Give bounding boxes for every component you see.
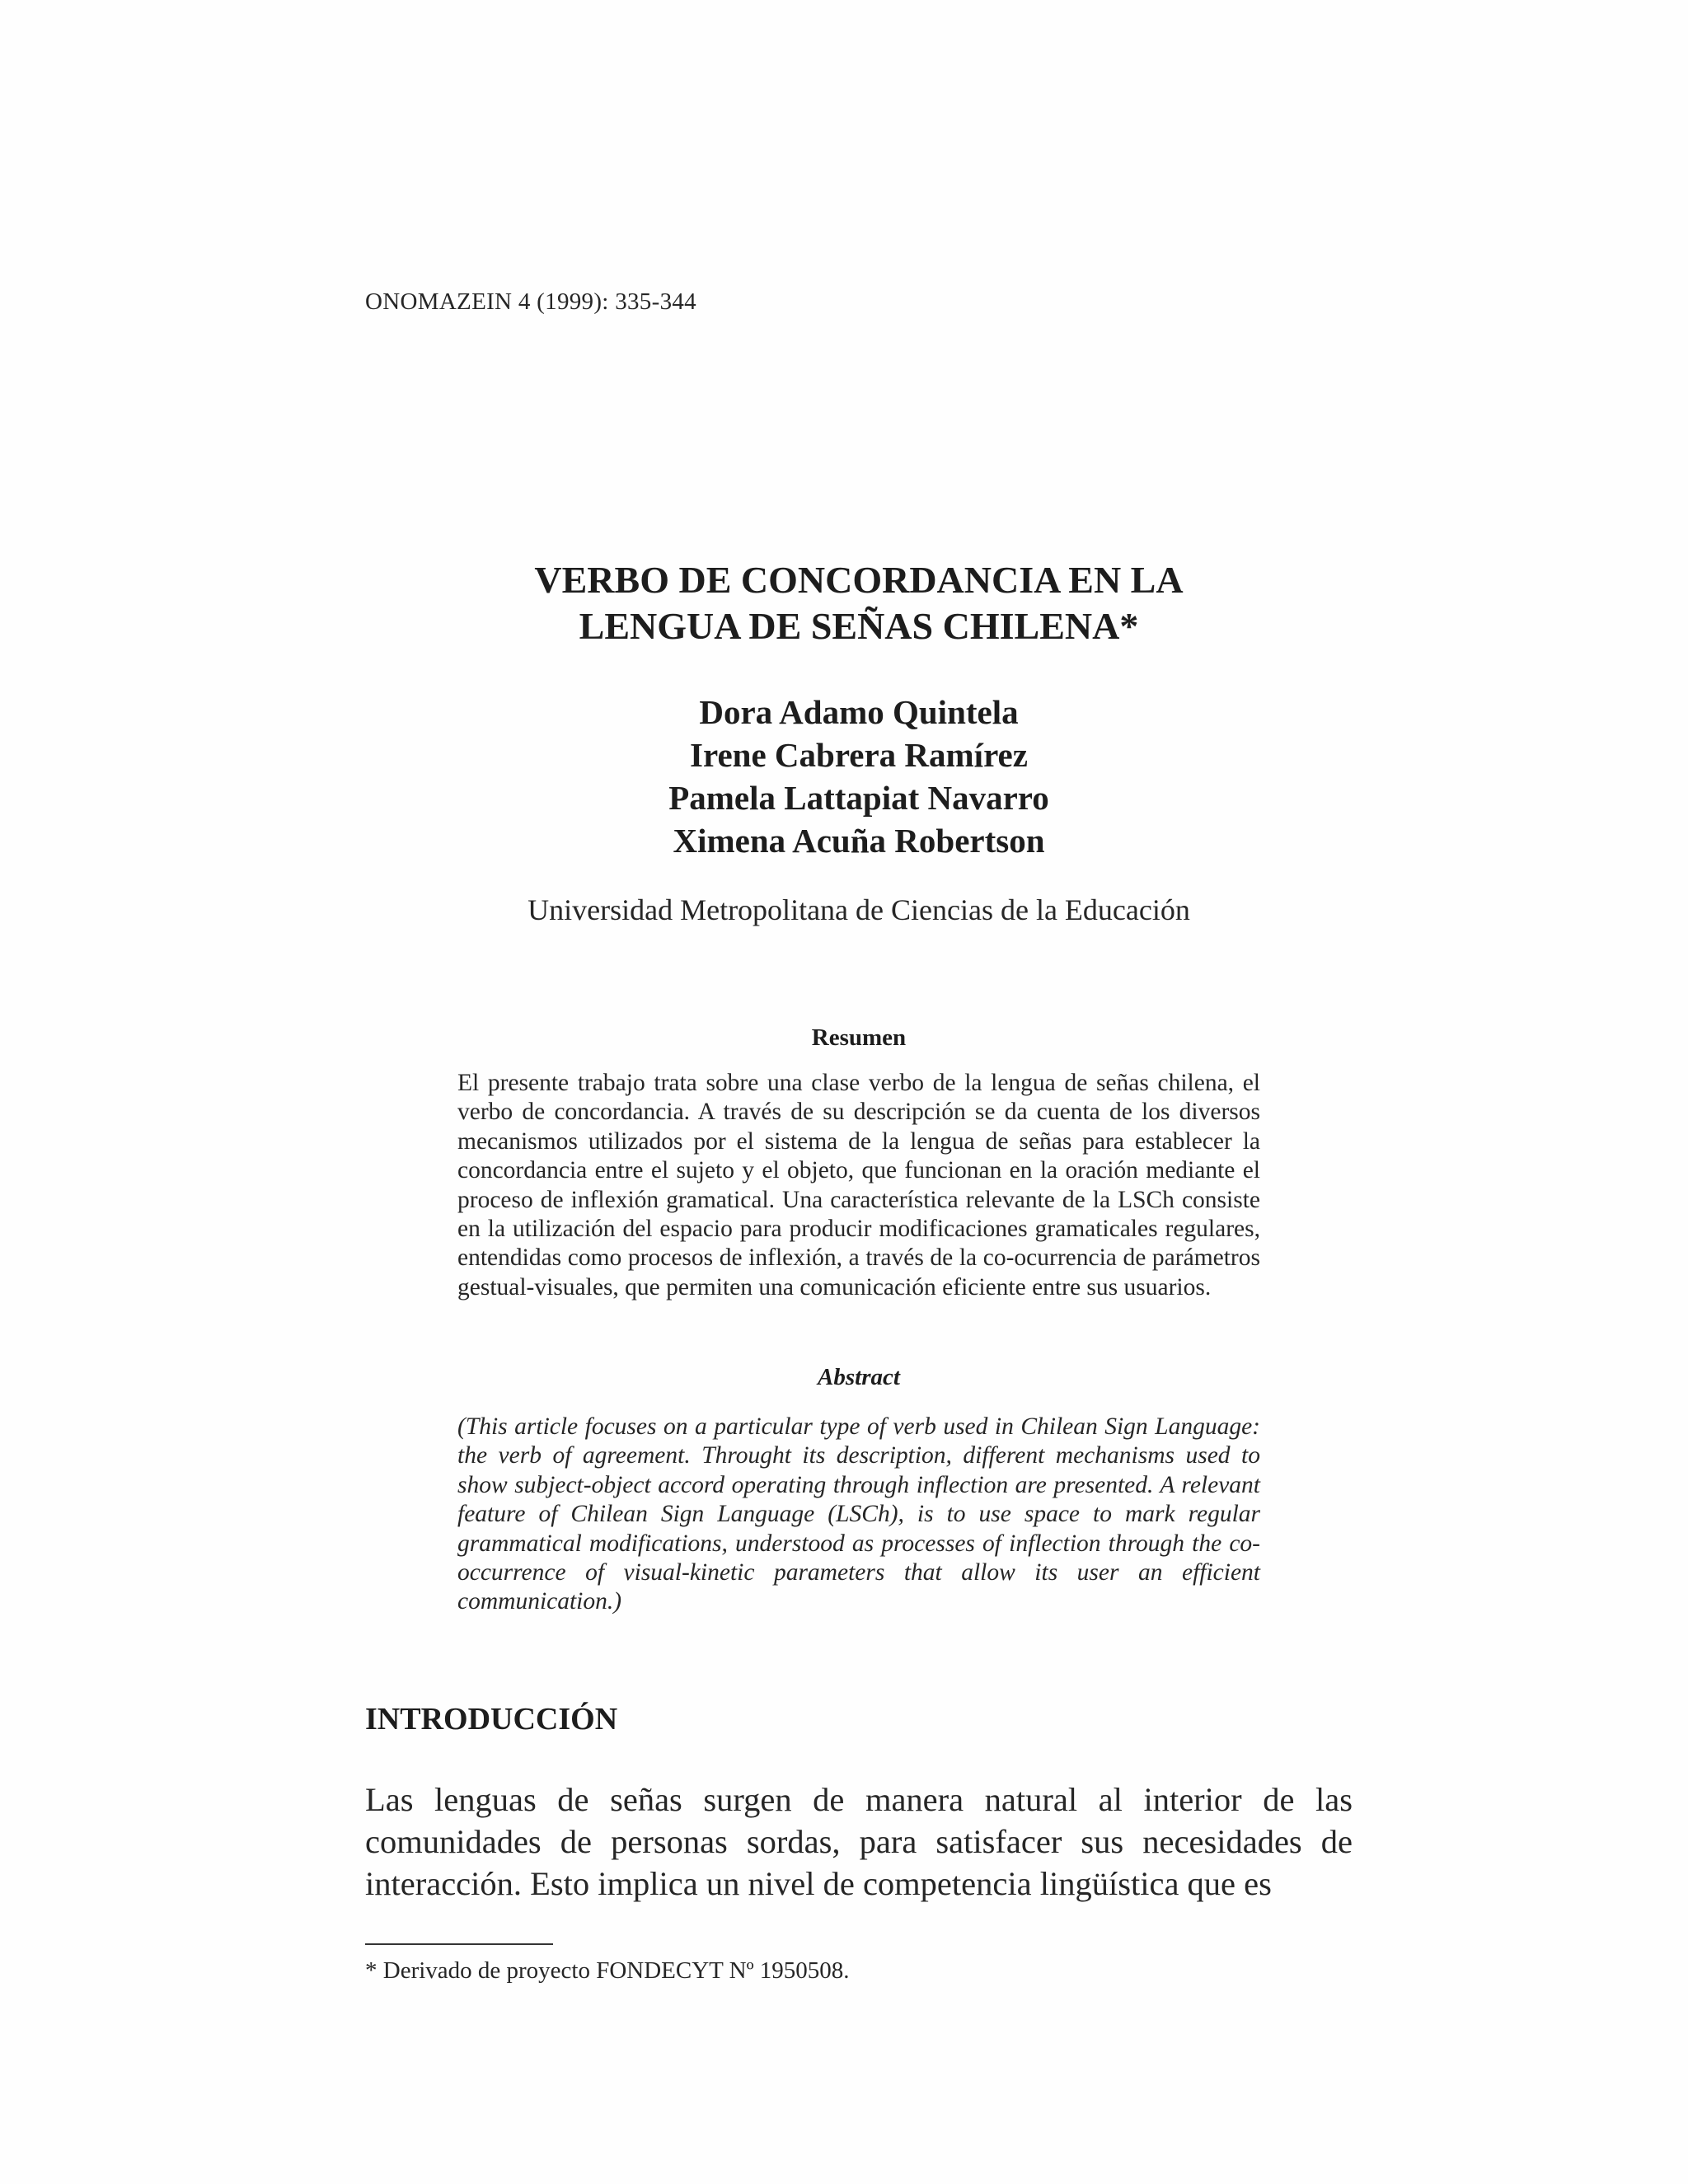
resumen-text: El presente trabajo trata sobre una clase verbo de la lengua de señas chilena, el verbo de concordancia. A través de su descripción se da cuenta de los diversos mecanismos utilizados por el sistema de la lengua de señas para establecer la concordancia entre el sujeto y el objeto, que funcionan en la oración mediante el proceso de inflexión gramatical. Una característica relevante de la LSCh consiste en la utilización del espacio para producir modificaciones gramaticales regulares, entendidas como procesos de inflexión, a través de la co-ocurrencia de parámetros gestual-visuales, que permiten una comunicación eficiente entre sus usuarios. [457, 1070, 1260, 1301]
article-title-line-1: VERBO DE CONCORDANCIA EN LA [534, 559, 1184, 601]
author-name: Ximena Acuña Robertson [673, 822, 1045, 860]
introduction-heading: INTRODUCCIÓN [365, 1702, 618, 1736]
running-head: ONOMAZEIN 4 (1999): 335-344 [365, 288, 696, 315]
resumen-heading: Resumen [811, 1024, 907, 1051]
author-name: Dora Adamo Quintela [699, 693, 1019, 731]
introduction-text: Las lenguas de señas surgen de manera natural al interior de las comunidades de personas sordas, para satisfacer sus necesidades de interacción. Esto implica un nivel de competencia lingüística que es [365, 1781, 1353, 1902]
affiliation: Universidad Metropolitana de Ciencias de la Educación [528, 893, 1190, 926]
author-name: Pamela Lattapiat Navarro [668, 779, 1049, 817]
footnote: * Derivado de proyecto FONDECYT Nº 1950508. [365, 1957, 850, 1984]
abstract-text: (This article focuses on a particular type of verb used in Chilean Sign Language: the verb of agreement. Throught its description, different mechanisms used to show subject-object accord operating through inflection are presented. A relevant feature of Chilean Sign Language (LSCh), is to use space to mark regular grammatical modifications, understood as processes of inflection through the co-occurrence of visual-kinetic parameters that allow its user an efficient communication.) [457, 1413, 1260, 1615]
article-title [365, 557, 1353, 649]
author-name: Irene Cabrera Ramírez [690, 736, 1028, 774]
abstract-heading: Abstract [818, 1364, 900, 1390]
author-list [365, 691, 1353, 862]
footnote-divider [365, 1943, 553, 1945]
article-title-line-2: LENGUA DE SEÑAS CHILENA* [579, 605, 1139, 647]
